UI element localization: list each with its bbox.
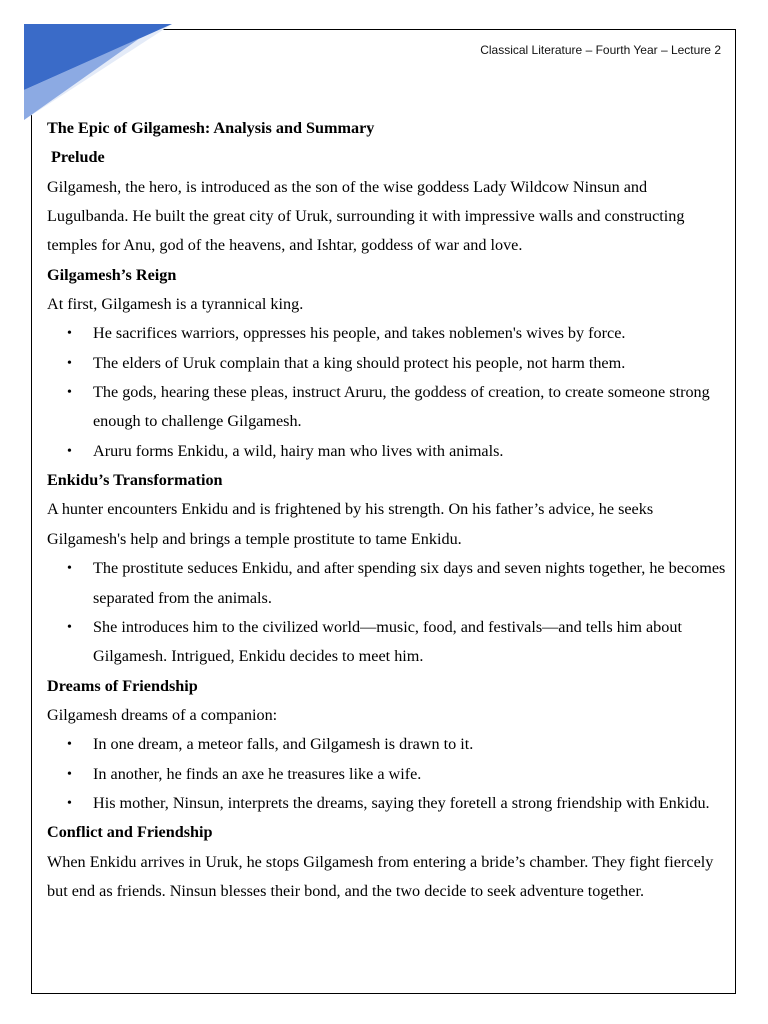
list-item-text: The elders of Uruk complain that a king should protect his people, not harm them. [93, 353, 626, 372]
list-item-text: In another, he finds an axe he treasures like a wife. [93, 764, 422, 783]
bullet-icon: • [67, 385, 72, 401]
list-item [47, 760, 727, 789]
list-item [47, 554, 727, 613]
list-item-text: He sacrifices warriors, oppresses his people, and takes noblemen's wives by force. [93, 324, 626, 343]
bullet-icon: • [67, 795, 72, 811]
section-heading-conflict: Conflict and Friendship [47, 823, 213, 842]
list-item-text: The gods, hearing these pleas, instruct Aruru, the goddess of creation, to create someone strong enough to challenge Gilgamesh. [93, 383, 710, 431]
list-item [47, 730, 727, 759]
paragraph: A hunter encounters Enkidu and is frightened by his strength. On his father’s advice, he seeks Gilgamesh's help and brings a temple prostitute to tame Enkidu. [47, 500, 654, 548]
bullet-icon: • [67, 619, 72, 635]
bullet-list [47, 319, 727, 466]
section-heading-dreams: Dreams of Friendship [47, 676, 198, 695]
list-item [47, 349, 727, 378]
document-body [47, 114, 727, 906]
bullet-icon: • [67, 561, 72, 577]
bullet-list [47, 554, 727, 671]
bullet-list [47, 730, 727, 818]
list-item [47, 319, 727, 348]
corner-triangle-decoration [0, 0, 200, 130]
list-item [47, 437, 727, 466]
list-item-text: In one dream, a meteor falls, and Gilgamesh is drawn to it. [93, 735, 474, 754]
bullet-icon: • [67, 766, 72, 782]
paragraph: Gilgamesh dreams of a companion: [47, 705, 278, 724]
paragraph: At first, Gilgamesh is a tyrannical king. [47, 295, 304, 314]
paragraph: Gilgamesh, the hero, is introduced as the son of the wise goddess Lady Wildcow Ninsun and Lugulbanda. He built the great city of Uruk, surrounding it with impressive walls and constructing temples for Anu, god of the heavens, and Ishtar, goddess of war and love. [47, 177, 685, 255]
paragraph: When Enkidu arrives in Uruk, he stops Gilgamesh from entering a bride’s chamber. They fight fiercely but end as friends. Ninsun blesses their bond, and the two decide to seek adventure together. [47, 852, 714, 900]
list-item [47, 378, 727, 437]
bullet-icon: • [67, 326, 72, 342]
bullet-icon: • [67, 355, 72, 371]
list-item [47, 789, 727, 818]
document-title: The Epic of Gilgamesh: Analysis and Summary [47, 119, 375, 137]
list-item-text: Aruru forms Enkidu, a wild, hairy man who lives with animals. [93, 441, 504, 460]
section-heading-prelude: Prelude [51, 148, 105, 167]
bullet-icon: • [67, 737, 72, 753]
bullet-icon: • [67, 443, 72, 459]
section-heading-reign: Gilgamesh’s Reign [47, 265, 177, 284]
course-header: Classical Literature – Fourth Year – Lecture 2 [480, 43, 721, 57]
list-item-text: She introduces him to the civilized world—music, food, and festivals—and tells him about Gilgamesh. Intrigued, Enkidu decides to meet him. [93, 617, 682, 666]
list-item-text: His mother, Ninsun, interprets the dreams, saying they foretell a strong friendship with Enkidu. [93, 793, 710, 812]
list-item [47, 613, 727, 672]
list-item-text: The prostitute seduces Enkidu, and after spending six days and seven nights together, he becomes separated from the animals. [93, 559, 726, 607]
section-heading-transformation: Enkidu’s Transformation [47, 471, 223, 490]
